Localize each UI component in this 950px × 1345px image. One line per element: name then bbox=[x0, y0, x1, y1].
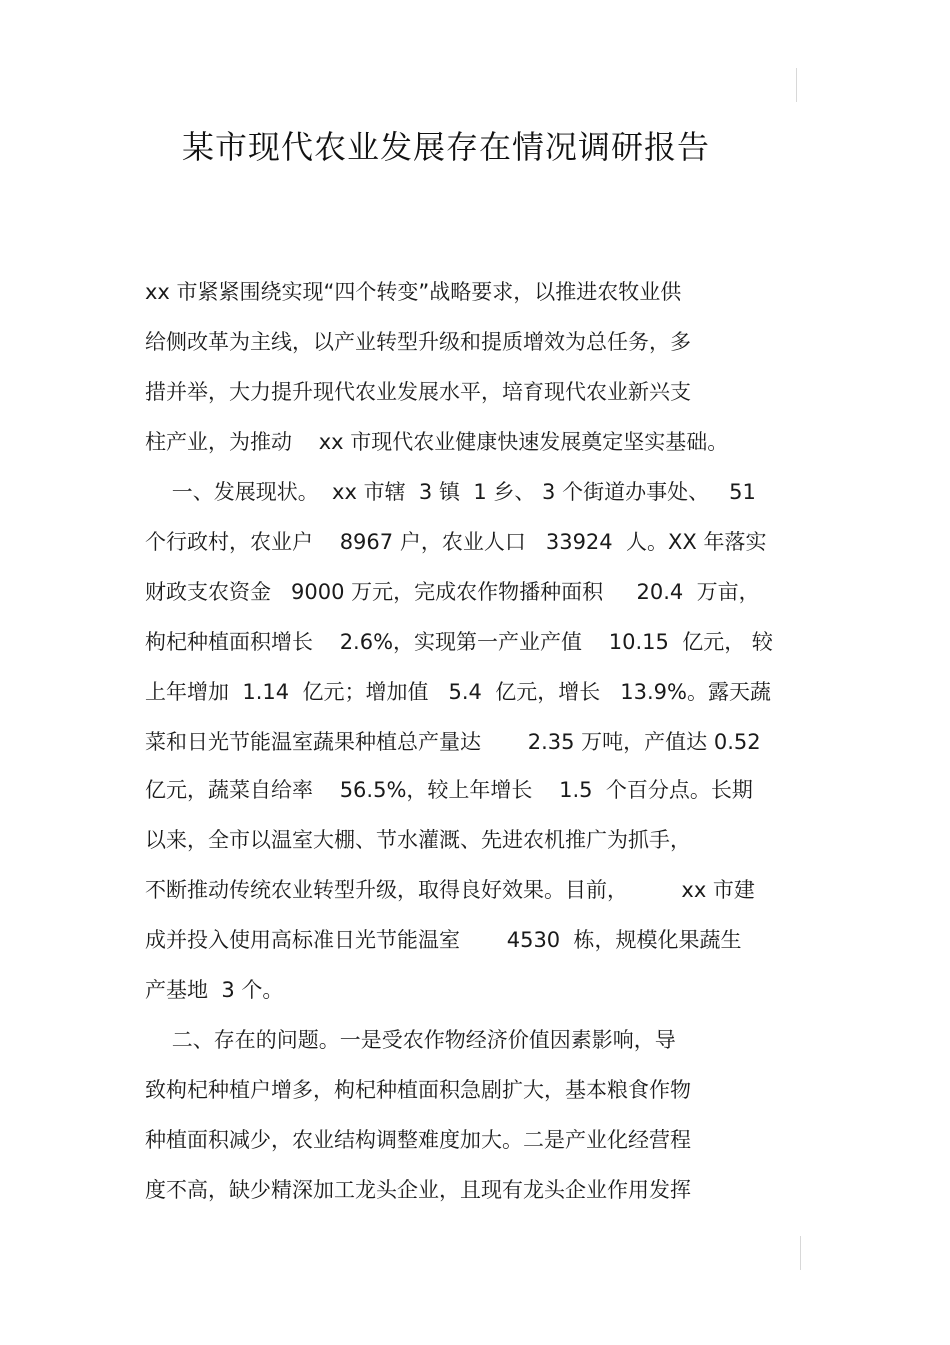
paragraph-line: xx 市紧紧围绕实现“四个转变”战略要求，以推进农牧业供 bbox=[145, 280, 682, 304]
page-margin-mark-bottom bbox=[800, 1236, 801, 1270]
paragraph-line: 种植面积减少，农业结构调整难度加大。二是产业化经营程 bbox=[145, 1128, 691, 1152]
paragraph-line: 亿元，蔬菜自给率 56.5%，较上年增长 1.5 个百分点。长期 bbox=[145, 778, 753, 802]
paragraph-line: 致枸杞种植户增多，枸杞种植面积急剧扩大，基本粮食作物 bbox=[145, 1078, 691, 1102]
paragraph-line: 给侧改革为主线，以产业转型升级和提质增效为总任务，多 bbox=[145, 330, 691, 354]
paragraph-line: 财政支农资金 9000 万元，完成农作物播种面积 20.4 万亩， bbox=[145, 580, 760, 604]
paragraph-line: 上年增加 1.14 亿元；增加值 5.4 亿元，增长 13.9%。露天蔬 bbox=[145, 680, 771, 704]
paragraph-line: 个行政村，农业户 8967 户，农业人口 33924 人。XX 年落实 bbox=[145, 530, 767, 554]
paragraph-line: 度不高，缺少精深加工龙头企业，且现有龙头企业作用发挥 bbox=[145, 1178, 691, 1202]
paragraph-line: 枸杞种植面积增长 2.6%，实现第一产业产值 10.15 亿元， 较 bbox=[145, 630, 773, 654]
paragraph-line: 成并投入使用高标准日光节能温室 4530 栋，规模化果蔬生 bbox=[145, 928, 742, 952]
document-title: 某市现代农业发展存在情况调研报告 bbox=[181, 128, 710, 166]
paragraph-line: 柱产业，为推动 xx 市现代农业健康快速发展奠定坚实基础。 bbox=[145, 430, 729, 454]
paragraph-line: 二、存在的问题。一是受农作物经济价值因素影响，导 bbox=[145, 1028, 676, 1052]
paragraph-line: 一、发展现状。 xx 市辖 3 镇 1 乡、 3 个街道办事处、 51 bbox=[145, 480, 756, 504]
page-margin-mark-top bbox=[796, 68, 797, 102]
paragraph-line: 不断推动传统农业转型升级，取得良好效果。目前， xx 市建 bbox=[145, 878, 755, 902]
paragraph-line: 以来，全市以温室大棚、节水灌溉、先进农机推广为抓手， bbox=[145, 828, 691, 852]
paragraph-line: 菜和日光节能温室蔬果种植总产量达 2.35 万吨，产值达 0.52 bbox=[145, 730, 761, 754]
paragraph-line: 措并举，大力提升现代农业发展水平，培育现代农业新兴支 bbox=[145, 380, 691, 404]
paragraph-line: 产基地 3 个。 bbox=[145, 978, 284, 1002]
